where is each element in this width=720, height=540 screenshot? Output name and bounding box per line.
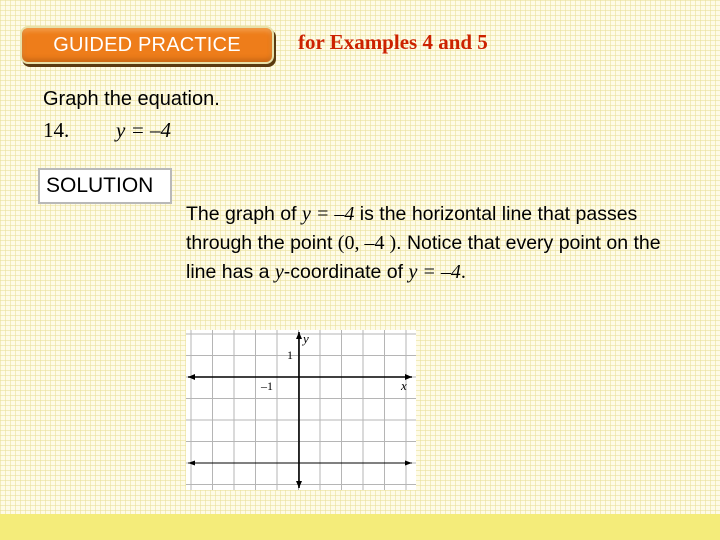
- coordinate-grid: [186, 330, 416, 490]
- graph-line-right-arrow: [405, 461, 412, 466]
- y-axis-up-arrow: [296, 332, 302, 339]
- solution-explanation: [186, 200, 686, 287]
- x-tick-label: –1: [261, 379, 273, 393]
- problem-prompt: Graph the equation.: [43, 88, 220, 110]
- banner-label: GUIDED PRACTICE: [53, 33, 241, 56]
- guided-practice-banner: [20, 26, 274, 64]
- explanation-text-3: . Notice that every point on the line has a: [186, 232, 661, 283]
- for-examples-subtitle: for Examples 4 and 5: [298, 30, 488, 54]
- explanation-point: (0, –4 ): [337, 232, 397, 254]
- solution-label: SOLUTION: [38, 168, 172, 204]
- x-axis-label: x: [401, 378, 407, 393]
- problem-equation: y = –4: [116, 118, 171, 142]
- explanation-y-variable: y: [274, 261, 284, 283]
- problem-line: [43, 118, 171, 143]
- bottom-stripe: [0, 514, 720, 540]
- explanation-text-1: The graph of: [186, 203, 302, 225]
- y-tick-label: 1: [287, 348, 293, 362]
- explanation-text-2: is the horizontal line that passes through the point: [186, 203, 638, 254]
- grid-lines: [186, 330, 416, 490]
- explanation-text-5: .: [460, 261, 466, 283]
- explanation-text-4: -coordinate of: [283, 261, 409, 283]
- coordinate-grid-svg: [186, 330, 416, 490]
- explanation-equation-2: y = –4: [408, 261, 461, 283]
- explanation-equation-1: y = –4: [302, 203, 355, 225]
- y-axis-label: y: [303, 331, 309, 346]
- problem-number: 14.: [43, 118, 70, 142]
